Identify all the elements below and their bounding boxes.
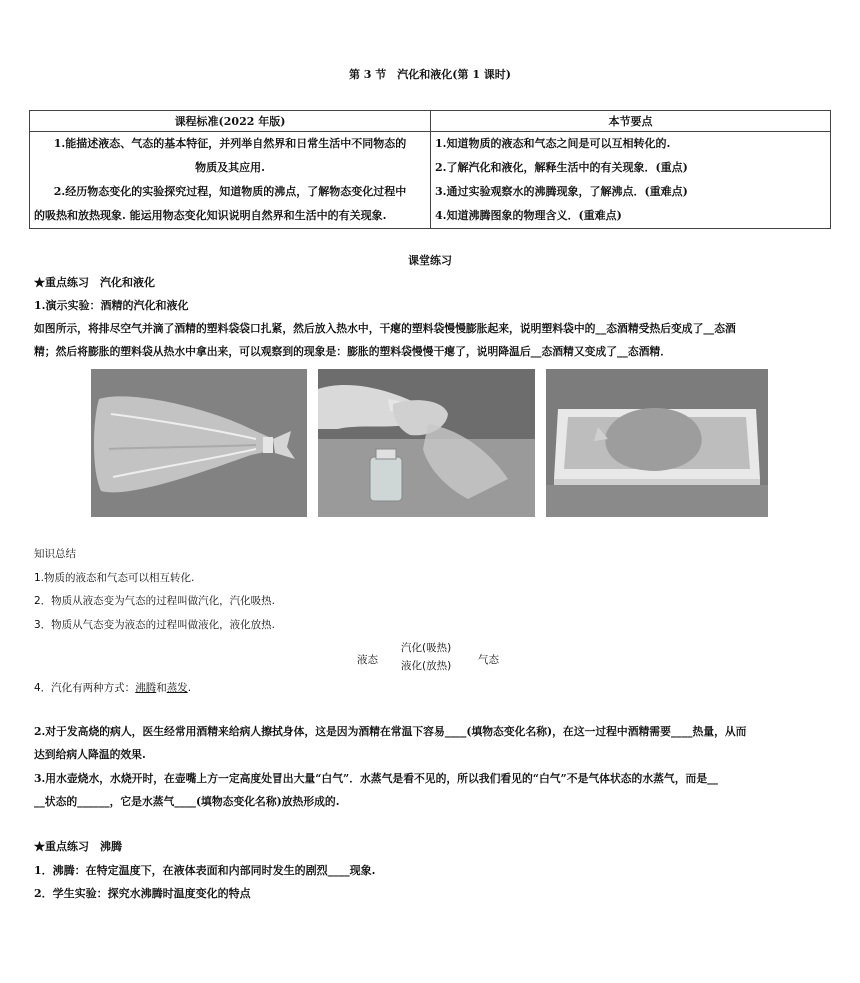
summary-item: 1.物质的液态和气态可以相互转化.: [34, 572, 195, 584]
q1-text-line2: 精；然后将膨胀的塑料袋从热水中拿出来，可以观察到的现象是：膨胀的塑料袋慢慢干瘪了，说明降温后__态酒精又变成了__态酒精．: [34, 345, 672, 358]
objectives-table: [29, 110, 831, 229]
phase-change-diagram: [0, 638, 860, 678]
q3-line1: 3.用水壶烧水，水烧开时，在壶嘴上方一定高度处冒出大量“白气”．水蒸气是看不见的，所以我们看见的“白气”不是气体状态的水蒸气，而是__: [34, 772, 718, 785]
part2-item1: 1．沸腾：在特定温度下，在液体表面和内部同时发生的剧烈____现象.: [34, 864, 376, 877]
summary-heading: 知识总结: [34, 548, 76, 560]
photo-tied-bag: [91, 369, 307, 517]
standard-cell: [30, 132, 431, 229]
table-header-keypoints: 本节要点: [431, 111, 831, 132]
q1-title: 1.演示实验：酒精的汽化和液化: [34, 299, 189, 312]
summary-item-4: [34, 677, 830, 699]
diagram-condense: 液化(放热): [401, 660, 452, 672]
page-title: 第 3 节 汽化和液化(第 1 课时): [348, 68, 512, 81]
table-header-standard: 课程标准(2022 年版): [30, 111, 431, 132]
standard-line: 2.经历物态变化的实验探究过程，知道物质的沸点，了解物态变化过程中: [53, 185, 407, 198]
photo-bag-in-hot-water: [546, 369, 768, 517]
keypoints-cell: [431, 132, 831, 229]
section-title: 课堂练习: [408, 254, 452, 267]
q2-line1: 2.对于发高烧的病人，医生经常用酒精来给病人擦拭身体，这是因为酒精在常温下容易____(填物态变化名称)，在这一过程中酒精需要____热量，从而: [34, 725, 747, 738]
diagram-gas: 气态: [478, 654, 499, 666]
item4-prefix: 4．汽化有两种方式：: [34, 682, 136, 694]
standard-line: 物质及其应用.: [195, 161, 265, 174]
item4-evaporation: 蒸发: [166, 682, 188, 694]
item4-and: 和: [156, 682, 167, 694]
photo-pouring-alcohol: [318, 369, 535, 517]
keypoint-line: 3.通过实验观察水的沸腾现象，了解沸点．(重难点): [435, 185, 688, 198]
q3-line2: __状态的______，它是水蒸气____(填物态变化名称)放热形成的.: [34, 795, 340, 808]
part2-heading: ★重点练习 沸腾: [34, 840, 122, 853]
item4-boiling: 沸腾: [135, 682, 157, 694]
keypoint-line: 2.了解汽化和液化，解释生活中的有关现象．(重点): [435, 161, 688, 174]
keypoint-line: 4.知道沸腾图象的物理含义．(重难点): [435, 209, 622, 222]
standard-line: 1.能描述液态、气态的基本特征，并列举自然界和日常生活中不同物态的: [53, 137, 407, 150]
diagram-liquid: 液态: [357, 654, 378, 666]
part1-heading: ★重点练习 汽化和液化: [34, 276, 155, 289]
summary-item: 2．物质从液态变为气态的过程叫做汽化，汽化吸热.: [34, 595, 276, 607]
diagram-vaporize: 汽化(吸热): [401, 642, 452, 654]
summary-item: 3．物质从气态变为液态的过程叫做液化，液化放热.: [34, 619, 276, 631]
keypoint-line: 1.知道物质的液态和气态之间是可以互相转化的.: [435, 137, 671, 150]
q2-line2: 达到给病人降温的效果.: [34, 748, 146, 761]
part2-item2: 2．学生实验：探究水沸腾时温度变化的特点: [34, 887, 251, 900]
q1-text-line1: 如图所示，将排尽空气并滴了酒精的塑料袋袋口扎紧，然后放入热水中，干瘪的塑料袋慢慢膨胀起来，说明塑料袋中的__态酒精受热后变成了__态酒: [34, 322, 736, 335]
item4-end: .: [187, 682, 192, 694]
standard-line: 的吸热和放热现象. 能运用物态变化知识说明自然界和生活中的有关现象.: [34, 209, 387, 222]
